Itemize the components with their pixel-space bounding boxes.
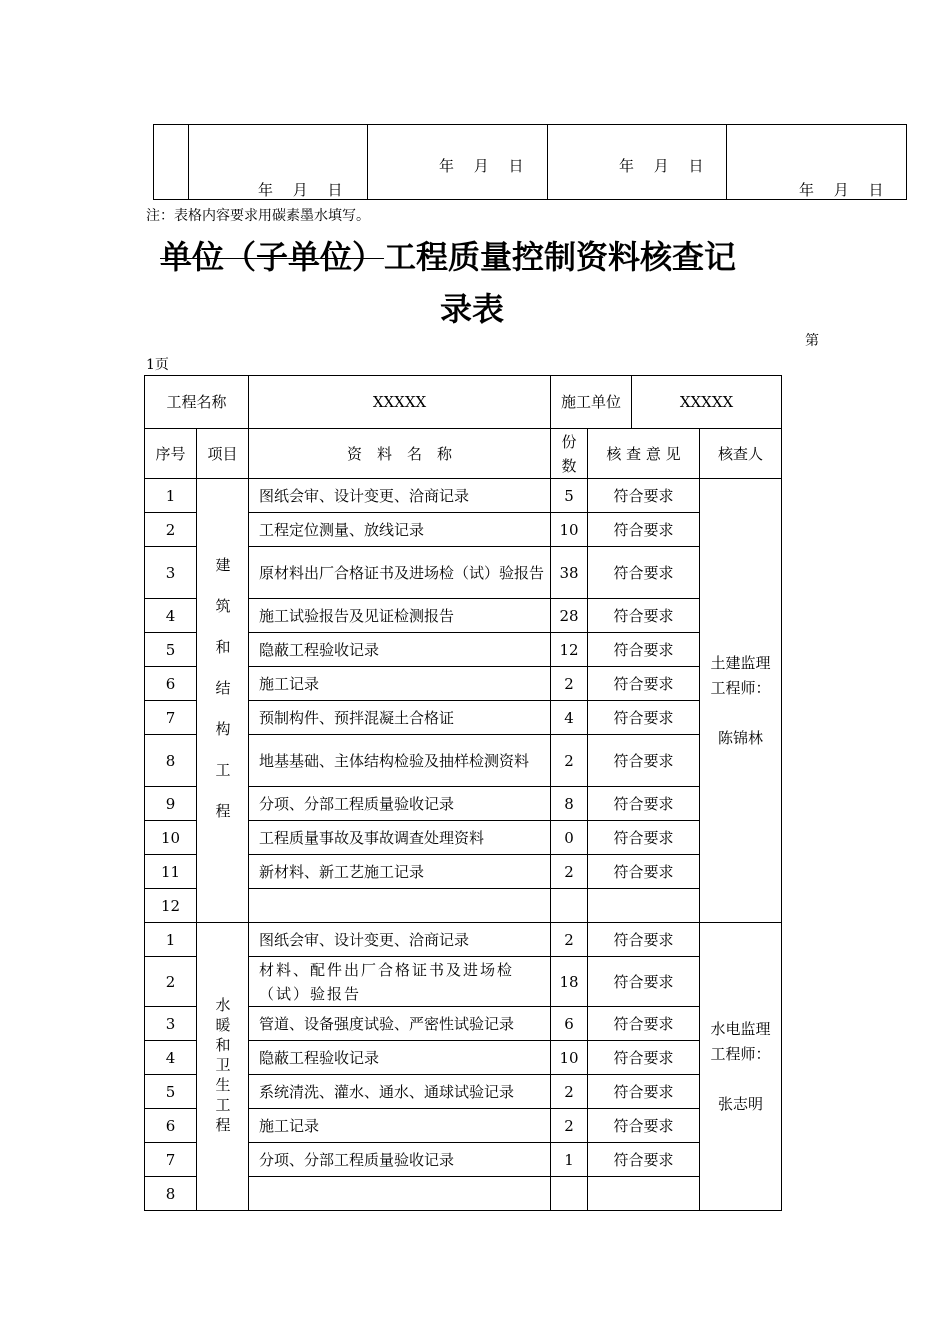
doc-count: 38 <box>551 547 588 599</box>
col-header-no: 序号 <box>145 429 197 479</box>
doc-name: 系统清洗、灌水、通水、通球试验记录 <box>249 1075 551 1109</box>
row-number: 4 <box>145 599 197 633</box>
doc-count: 5 <box>551 479 588 513</box>
check-opinion: 符合要求 <box>588 701 700 735</box>
checker-name: 张志明 <box>718 1094 764 1113</box>
check-opinion: 符合要求 <box>588 735 700 787</box>
doc-count: 28 <box>551 599 588 633</box>
doc-name: 分项、分部工程质量验收记录 <box>249 787 551 821</box>
doc-count: 2 <box>551 855 588 889</box>
checker-title: 水电监理工程师： <box>710 1019 771 1063</box>
row-number: 4 <box>145 1041 197 1075</box>
signature-strip <box>153 124 907 200</box>
doc-count: 1 <box>551 1143 588 1177</box>
row-number: 8 <box>145 735 197 787</box>
row-number: 7 <box>145 1143 197 1177</box>
page-number: 1页 <box>146 357 169 373</box>
page-title-line2: 录表 <box>440 290 505 328</box>
page-prefix: 第 <box>805 333 819 349</box>
doc-count: 2 <box>551 923 588 957</box>
check-opinion: 符合要求 <box>588 1041 700 1075</box>
row-number: 12 <box>145 889 197 923</box>
row-number: 9 <box>145 787 197 821</box>
check-opinion: 符合要求 <box>588 1109 700 1143</box>
row-number: 3 <box>145 547 197 599</box>
table-row <box>145 923 782 957</box>
col-header-item: 项目 <box>197 429 249 479</box>
doc-count: 0 <box>551 821 588 855</box>
doc-name: 图纸会审、设计变更、洽商记录 <box>249 923 551 957</box>
project-name-text: XXXXX <box>372 393 427 411</box>
doc-count: 10 <box>551 513 588 547</box>
row-number: 10 <box>145 821 197 855</box>
section-item <box>197 923 249 1211</box>
row-number: 1 <box>145 923 197 957</box>
row-number: 6 <box>145 667 197 701</box>
doc-count: 12 <box>551 633 588 667</box>
title-main-part: 工程质量控制资料核查记 <box>384 238 737 276</box>
title-struck-part: 单位（子单位） <box>160 238 385 276</box>
doc-name: 新材料、新工艺施工记录 <box>249 855 551 889</box>
check-opinion: 符合要求 <box>588 479 700 513</box>
section-item <box>197 479 249 923</box>
strip-divider <box>726 125 727 199</box>
date-field: 年 月 日 <box>258 181 343 199</box>
doc-count: 4 <box>551 701 588 735</box>
quality-control-table <box>144 375 782 1211</box>
section-item-label: 建筑和结构工程 <box>213 557 232 844</box>
checker-gap <box>706 1067 775 1092</box>
row-number: 8 <box>145 1177 197 1211</box>
check-opinion: 符合要求 <box>588 821 700 855</box>
doc-count: 18 <box>551 957 588 1007</box>
check-opinion: 符合要求 <box>588 633 700 667</box>
construction-unit-label: 施工单位 <box>551 376 632 428</box>
row-number: 2 <box>145 957 197 1007</box>
row-number: 5 <box>145 1075 197 1109</box>
page-title <box>160 232 736 278</box>
check-opinion: 符合要求 <box>588 855 700 889</box>
date-field: 年 月 日 <box>439 157 524 175</box>
doc-name: 图纸会审、设计变更、洽商记录 <box>249 479 551 513</box>
doc-name: 地基基础、主体结构检验及抽样检测资料 <box>249 735 551 787</box>
doc-name: 材料、配件出厂合格证书及进场检（试）验报告 <box>249 957 551 1007</box>
doc-count: 2 <box>551 667 588 701</box>
check-opinion: 符合要求 <box>588 1143 700 1177</box>
check-opinion: 符合要求 <box>588 957 700 1007</box>
doc-name <box>249 1177 551 1211</box>
row-number: 7 <box>145 701 197 735</box>
section-item-label: 水暖和卫生工程 <box>213 996 232 1137</box>
check-opinion: 符合要求 <box>588 787 700 821</box>
col-header-checker: 核查人 <box>700 429 782 479</box>
check-opinion: 符合要求 <box>588 599 700 633</box>
doc-name: 分项、分部工程质量验收记录 <box>249 1143 551 1177</box>
doc-name: 原材料出厂合格证书及进场检（试）验报告 <box>249 547 551 599</box>
row-number: 6 <box>145 1109 197 1143</box>
header-row-project <box>145 376 782 429</box>
check-opinion: 符合要求 <box>588 923 700 957</box>
checker-cell <box>700 923 782 1211</box>
checker-cell <box>700 479 782 923</box>
strip-divider <box>547 125 548 199</box>
check-opinion: 符合要求 <box>588 547 700 599</box>
project-name-label: 工程名称 <box>145 376 249 429</box>
date-field: 年 月 日 <box>619 157 704 175</box>
check-opinion: 符合要求 <box>588 667 700 701</box>
col-header-doc-name: 资 料 名 称 <box>249 429 551 479</box>
check-opinion: 符合要求 <box>588 1075 700 1109</box>
row-number: 3 <box>145 1007 197 1041</box>
row-number: 5 <box>145 633 197 667</box>
doc-count: 2 <box>551 735 588 787</box>
doc-count <box>551 1177 588 1211</box>
row-number: 2 <box>145 513 197 547</box>
check-opinion <box>588 1177 700 1211</box>
doc-count: 6 <box>551 1007 588 1041</box>
check-opinion <box>588 889 700 923</box>
table-row <box>145 479 782 513</box>
doc-name: 隐蔽工程验收记录 <box>249 633 551 667</box>
doc-name: 施工记录 <box>249 1109 551 1143</box>
project-name-value <box>249 376 551 429</box>
note-text: 注：表格内容要求用碳素墨水填写。 <box>146 208 370 224</box>
checker-gap <box>706 701 775 726</box>
doc-name: 施工试验报告及见证检测报告 <box>249 599 551 633</box>
header-row-columns <box>145 429 782 479</box>
date-field: 年 月 日 <box>799 181 884 199</box>
row-number: 11 <box>145 855 197 889</box>
col-header-opinion: 核 查 意 见 <box>588 429 700 479</box>
doc-name: 施工记录 <box>249 667 551 701</box>
strip-divider <box>188 125 189 199</box>
doc-count: 8 <box>551 787 588 821</box>
row-number: 1 <box>145 479 197 513</box>
check-opinion: 符合要求 <box>588 513 700 547</box>
doc-count: 2 <box>551 1075 588 1109</box>
construction-unit-value: XXXXX <box>679 393 734 411</box>
doc-name: 工程质量事故及事故调查处理资料 <box>249 821 551 855</box>
doc-count: 10 <box>551 1041 588 1075</box>
doc-name: 管道、设备强度试验、严密性试验记录 <box>249 1007 551 1041</box>
col-header-count: 份数 <box>551 429 588 479</box>
construction-unit-cell <box>551 376 782 429</box>
doc-name: 工程定位测量、放线记录 <box>249 513 551 547</box>
checker-title: 土建监理工程师： <box>710 653 771 697</box>
doc-name: 隐蔽工程验收记录 <box>249 1041 551 1075</box>
doc-name <box>249 889 551 923</box>
strip-divider <box>367 125 368 199</box>
doc-count <box>551 889 588 923</box>
doc-count: 2 <box>551 1109 588 1143</box>
doc-name: 预制构件、预拌混凝土合格证 <box>249 701 551 735</box>
checker-name: 陈锦林 <box>718 728 764 747</box>
check-opinion: 符合要求 <box>588 1007 700 1041</box>
